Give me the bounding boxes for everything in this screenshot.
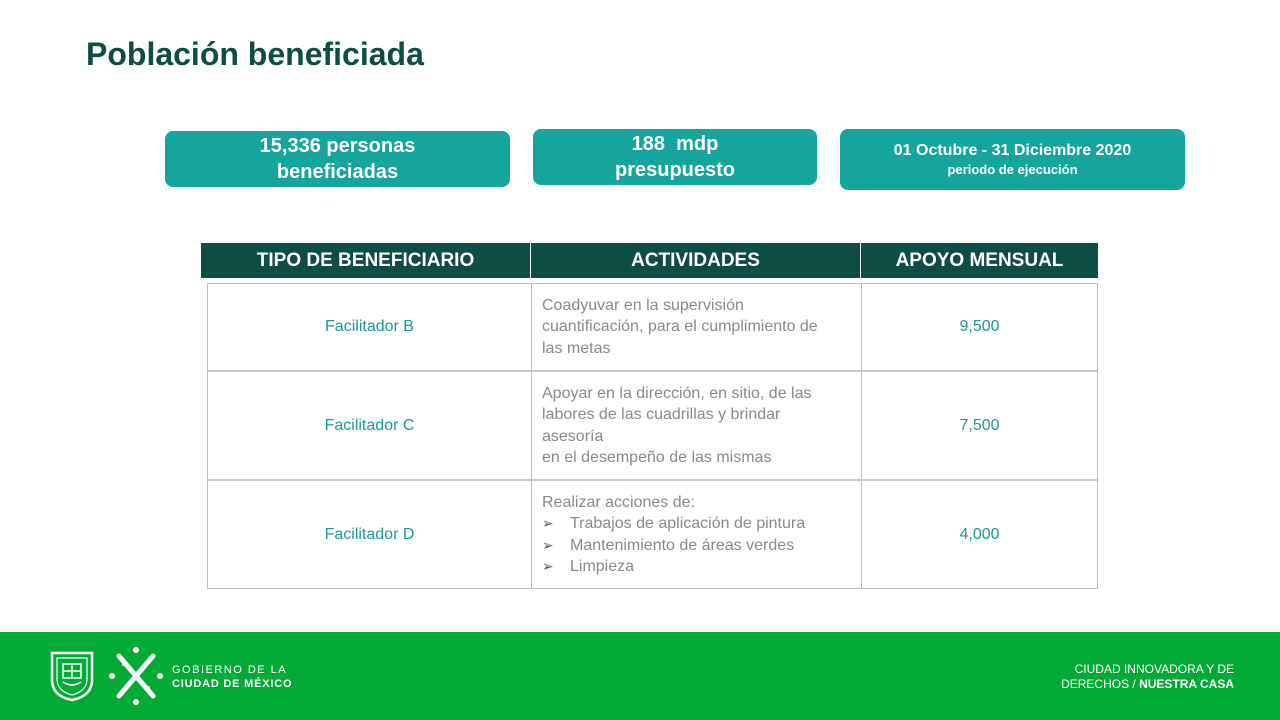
actividad-intro: Realizar acciones de: [542,493,695,511]
actividades-cell [532,372,862,479]
budget-card [533,129,817,185]
gov-line-2: CIUDAD DE MÉXICO [172,678,293,690]
apoyo-cell: 9,500 [959,318,1000,335]
beneficiaries-label: beneficiadas [276,161,399,183]
actividades-cell [532,481,862,588]
header-apoyo: APOYO MENSUAL [895,249,1064,271]
slogan [1061,662,1234,692]
actividad-line: en el desempeño de las mismas [542,449,772,466]
tipo-cell: Facilitador C [208,372,532,479]
arrow-bullet-icon: ➢ [542,515,554,531]
tipo-cell: Facilitador D [208,481,532,588]
cdmx-logo-icon [109,646,163,706]
apoyo-cell: 4,000 [959,525,1000,543]
bullet-item [542,556,634,578]
bullet-item [542,513,805,535]
bullet-text: Mantenimiento de áreas verdes [570,536,795,554]
actividad-line: Apoyar en la dirección, en sitio, de las [542,384,812,402]
actividad-line: labores de las cuadrillas y brindar [542,406,781,423]
beneficiary-table [207,283,1098,589]
coat-of-arms-icon [49,650,95,702]
bullet-item [542,535,794,557]
table-row [208,284,1097,372]
period-card [840,129,1185,190]
actividad-line: cuantificación, para el cumplimiento de [542,318,818,336]
table-row [208,481,1097,588]
beneficiaries-count: 15,336 personas [259,135,416,157]
slogan-line-2 [1061,677,1234,692]
slogan-part-b: NUESTRA CASA [1139,677,1234,691]
actividades-cell [532,284,862,370]
actividad-line: las metas [542,339,611,357]
government-name [172,663,292,691]
arrow-bullet-icon: ➢ [542,558,554,574]
table-header [201,243,1098,278]
tipo-cell: Facilitador B [208,284,532,370]
period-label: periodo de ejecución [947,162,1078,177]
arrow-bullet-icon: ➢ [542,536,554,553]
actividad-line: asesoría [542,427,604,445]
slogan-part-a: DERECHOS / [1061,677,1140,691]
apoyo-cell: 7,500 [959,416,1000,434]
slogan-line-1: CIUDAD INNOVADORA Y DE [1074,662,1234,676]
bullet-text: Trabajos de aplicación de pintura [570,515,806,532]
page-title: Población beneficiada [86,36,424,72]
header-tipo: TIPO DE BENEFICIARIO [201,243,531,278]
period-dates: 01 Octubre - 31 Diciembre 2020 [893,142,1132,159]
actividad-line: Coadyuvar en la supervisión [542,296,744,314]
table-row [208,372,1097,481]
budget-amount: 188 mdp [631,133,719,155]
header-actividades: ACTIVIDADES [531,243,861,278]
bullet-text: Limpieza [570,558,635,575]
gov-line-1: GOBIERNO DE LA [172,664,288,676]
footer-bar [0,632,1280,720]
budget-label: presupuesto [614,159,736,181]
beneficiaries-card [165,131,510,187]
